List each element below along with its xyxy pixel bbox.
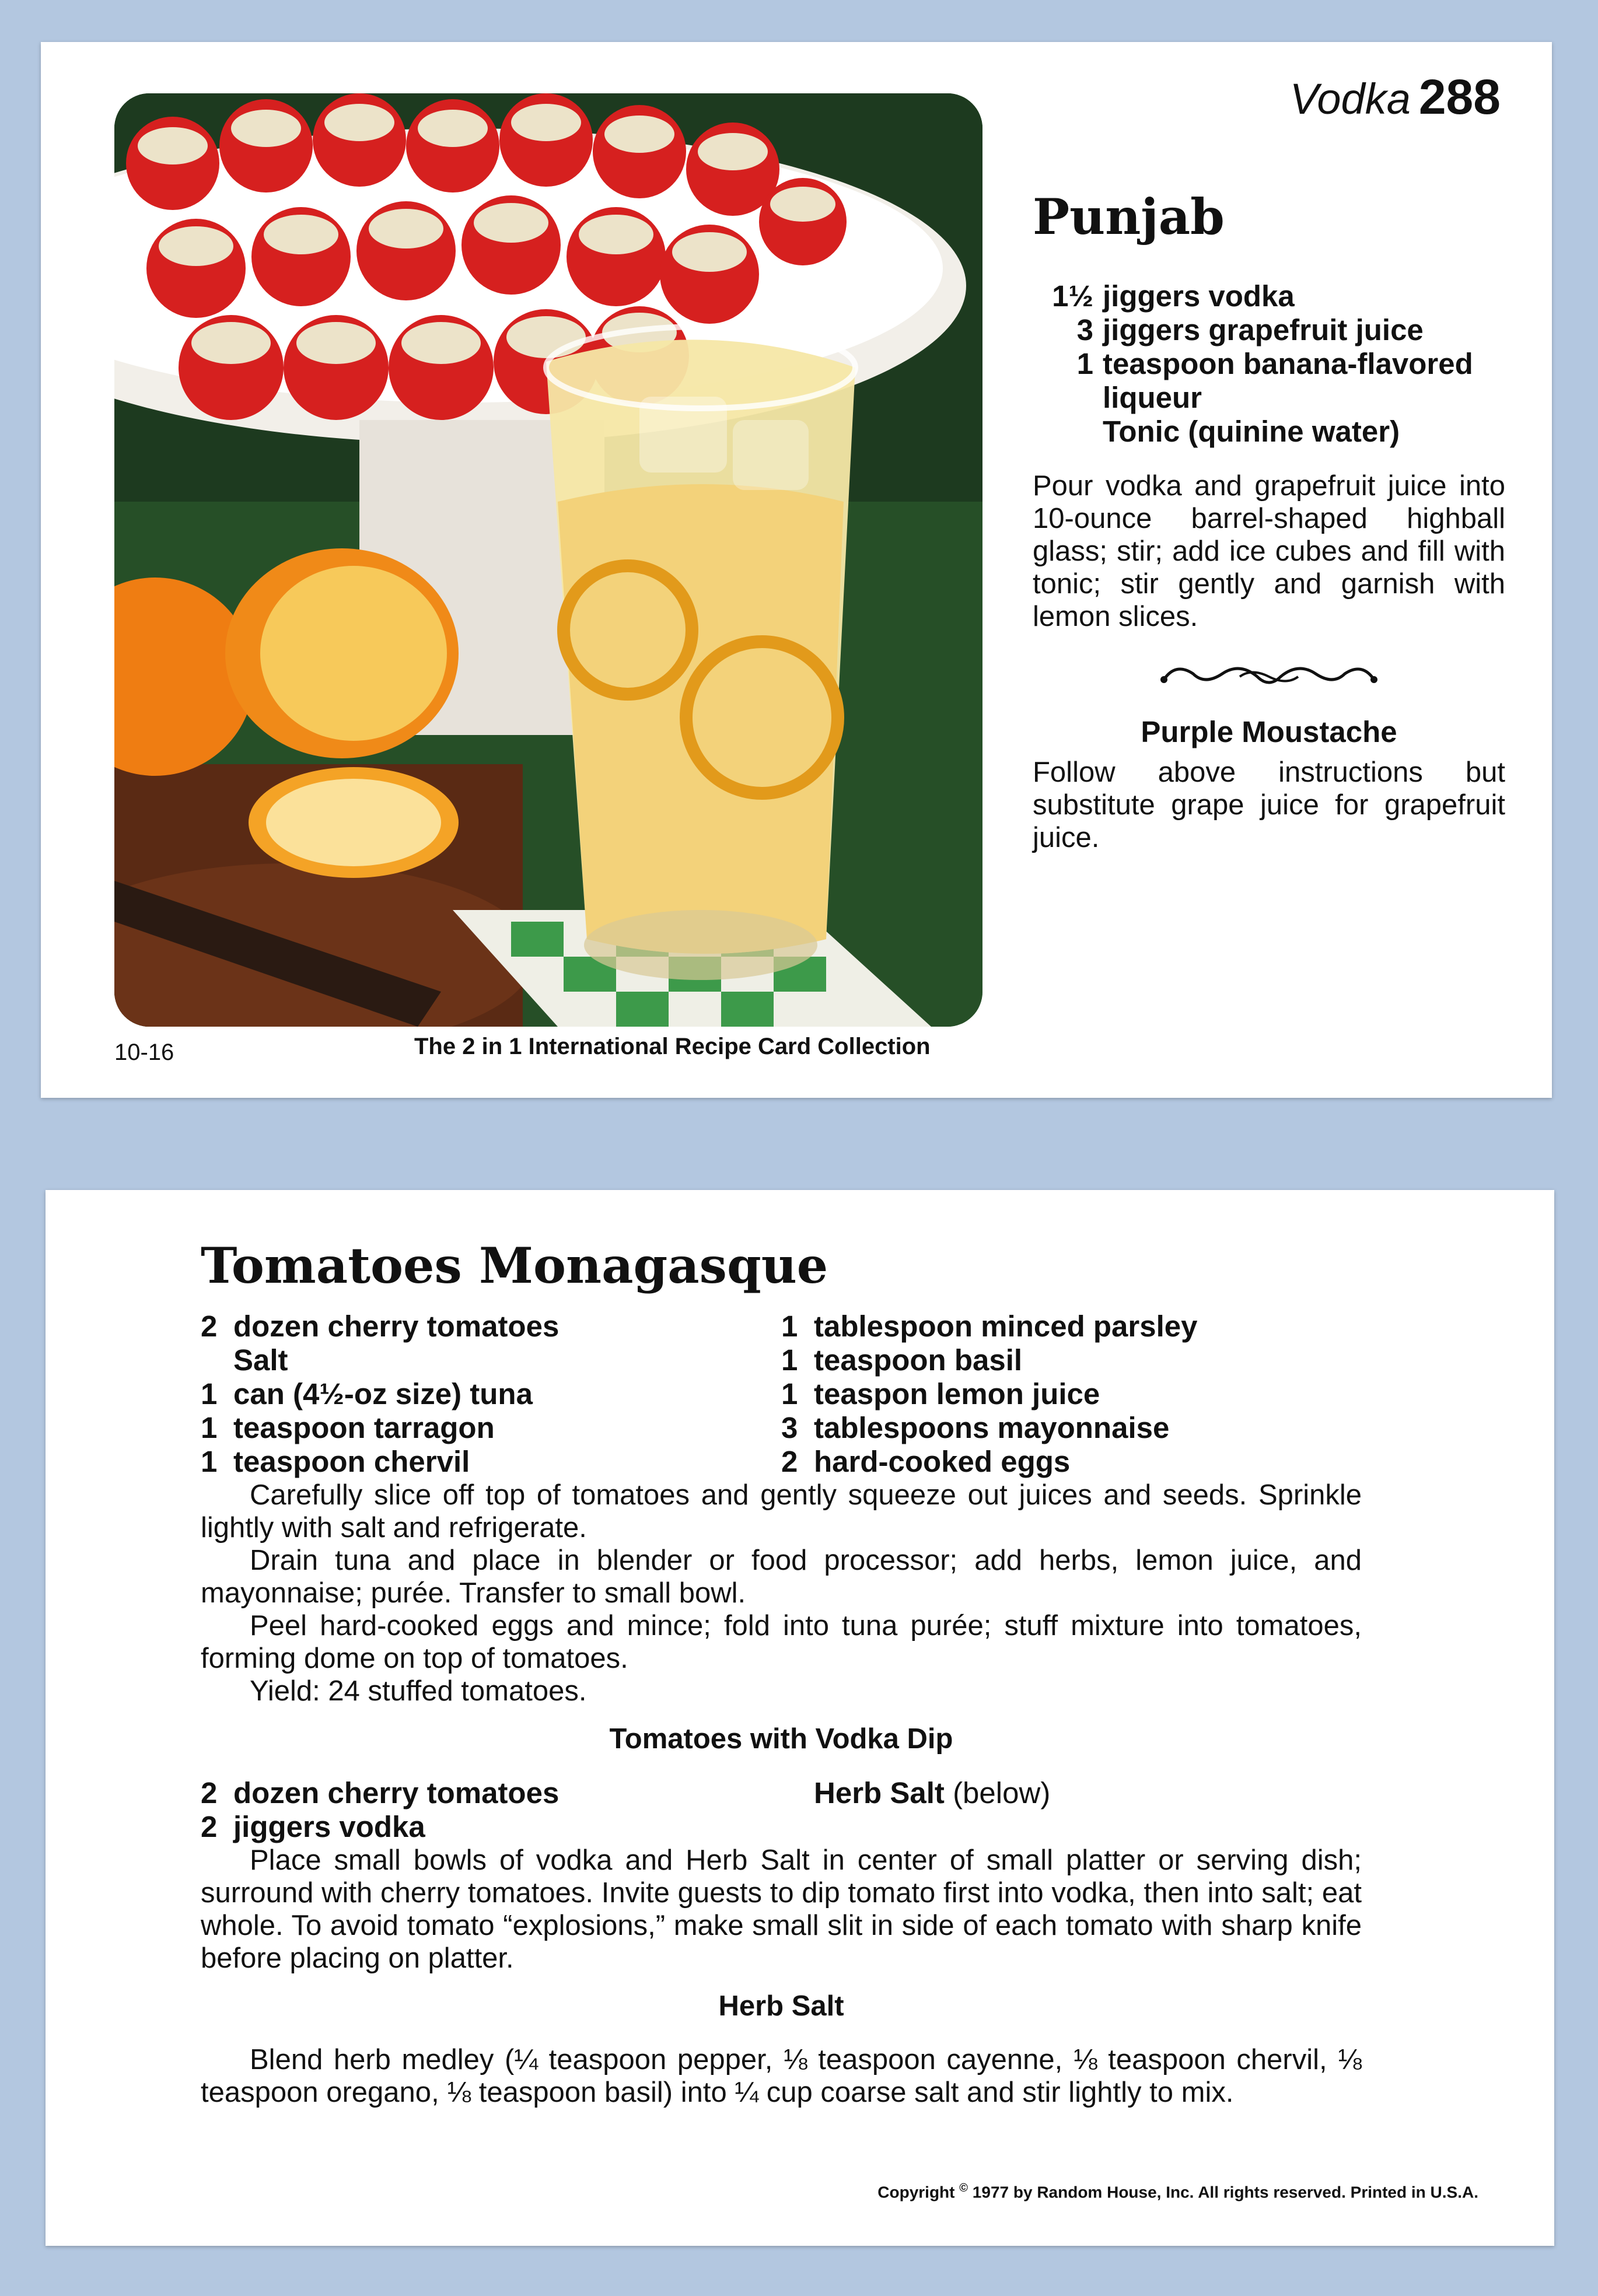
ingredient-text: dozen cherry tomatoes <box>233 1310 560 1343</box>
ingredient-item <box>781 1343 1362 1377</box>
ingredient-amount: 3 <box>781 1411 798 1444</box>
ingredient-amount: 1 <box>781 1343 798 1377</box>
ingredient-amount: 2 <box>201 1810 218 1843</box>
ingredient-text: hard-cooked eggs <box>814 1445 1071 1478</box>
back-recipe-text <box>201 1237 1362 2109</box>
variation-text: Follow above instructions but substitute grape juice for grapefruit juice. <box>1033 757 1505 853</box>
ingredient-item <box>781 1776 1362 1810</box>
ingredient-amount: 2 <box>201 1776 218 1810</box>
ingredient-text: jiggers vodka <box>233 1810 425 1843</box>
ingredient-item <box>781 1411 1362 1445</box>
decorative-flourish-icon <box>1152 656 1386 697</box>
ingredient-item <box>201 1411 781 1445</box>
recipe-photo <box>114 93 982 1027</box>
ingredient-item <box>201 1445 781 1479</box>
ingredient-text: teaspon lemon juice <box>814 1377 1100 1410</box>
recipe-title: Punjab <box>1033 188 1225 246</box>
ingredient-text: dozen cherry tomatoes <box>233 1776 560 1810</box>
recipe-instructions: Pour vodka and grapefruit juice into 10-ounce barrel-shaped highball glass; stir; add ice cubes and fill with tonic; stir gently and garnish with lemon slices. <box>1033 470 1505 632</box>
recipe-card-front <box>41 42 1552 1098</box>
ingredient-list <box>1033 279 1505 449</box>
recipe-yield: Yield: 24 stuffed tomatoes. <box>250 1675 587 1707</box>
ingredient-amount: 1 <box>201 1411 218 1444</box>
ingredient-list <box>201 1310 781 1479</box>
ingredient-item <box>781 1377 1362 1411</box>
recipe-step: Peel hard-cooked eggs and mince; fold into tuna purée; stuff mixture into tomatoes, forming dome on top of tomatoes. <box>201 1610 1362 1674</box>
card-number: 288 <box>1418 69 1501 124</box>
ingredient-text: can (4½-oz size) tuna <box>233 1377 533 1410</box>
ingredient-list <box>201 1776 781 1844</box>
front-recipe-text <box>1033 188 1505 854</box>
dip-ingredient-columns <box>201 1776 1362 1844</box>
ingredient-text: jiggers vodka <box>1103 279 1295 313</box>
ingredient-amount: 2 <box>201 1310 218 1343</box>
ingredient-column-left <box>201 1310 781 1479</box>
ingredient-item <box>201 1310 781 1343</box>
ingredient-item <box>201 1343 781 1377</box>
recipe-step: Carefully slice off top of tomatoes and gently squeeze out juices and seeds. Sprinkle lightly with salt and refrigerate. <box>201 1479 1362 1544</box>
ingredient-item <box>1033 313 1505 347</box>
recipe-title: Tomatoes Monagasque <box>201 1237 828 1294</box>
herb-salt-note: (below) <box>953 1776 1051 1810</box>
ingredient-item <box>1033 347 1505 415</box>
ingredient-text: tablespoon minced parsley <box>814 1310 1198 1343</box>
ingredient-amount: 1 <box>201 1377 218 1410</box>
ingredient-column-right <box>781 1310 1362 1479</box>
recipe-steps <box>201 1479 1362 1707</box>
ingredient-amount <box>201 1343 233 1377</box>
ingredient-amount <box>1033 415 1103 449</box>
ingredient-amount: 2 <box>781 1445 798 1478</box>
copyright-notice <box>877 2182 1478 2202</box>
ingredient-list <box>781 1310 1362 1479</box>
recipe-card-back <box>46 1190 1554 2246</box>
ingredient-amount <box>781 1776 814 1810</box>
ingredient-item <box>201 1776 781 1810</box>
card-code: 10-16 <box>114 1040 174 1065</box>
drink-and-tomatoes-illustration <box>114 93 982 1027</box>
variation-title: Purple Moustache <box>1141 715 1397 748</box>
ingredient-text: jiggers grapefruit juice <box>1103 313 1424 346</box>
ingredient-text: tablespoons mayonnaise <box>814 1411 1170 1444</box>
ingredient-item <box>781 1445 1362 1479</box>
ingredient-amount: 1 <box>781 1377 798 1410</box>
herb-salt-title: Herb Salt <box>718 1990 844 2022</box>
ingredient-text: teaspoon basil <box>814 1343 1023 1377</box>
herb-salt-label: Herb Salt <box>814 1776 945 1810</box>
recipe-step: Drain tuna and place in blender or food processor; add herbs, lemon juice, and mayonnaise; purée. Transfer to small bowl. <box>201 1545 1362 1609</box>
collection-name: The 2 in 1 International Recipe Card Collection <box>414 1034 931 1059</box>
ingredient-text: Salt <box>233 1343 288 1377</box>
ingredient-amount: 1 <box>201 1445 218 1478</box>
ingredient-text: Tonic (quinine water) <box>1103 415 1400 448</box>
dip-ingredient-column-right <box>781 1776 1362 1844</box>
ingredient-item <box>201 1377 781 1411</box>
ingredient-item <box>1033 279 1505 313</box>
ingredient-columns <box>201 1310 1362 1479</box>
herb-salt-instructions: Blend herb medley (¼ teaspoon pepper, ⅛ teaspoon cayenne, ⅛ teaspoon chervil, ⅛ teaspoon oregano, ⅛ teaspoon basil) into ¼ cup coarse salt and stir lightly to mix. <box>201 2044 1362 2108</box>
ingredient-amount: 3 <box>1076 313 1093 346</box>
ingredient-amount: 1 <box>781 1310 798 1343</box>
ingredient-list <box>781 1776 1362 1810</box>
ingredient-item <box>781 1310 1362 1343</box>
copyright-symbol: © <box>959 2182 968 2194</box>
ingredient-amount: 1½ <box>1052 279 1093 313</box>
dip-instructions: Place small bowls of vodka and Herb Salt in center of small platter or serving dish; surround with cherry tomatoes. Invite guests to dip tomato first into vodka, then into salt; eat whole. To avoid tomato “explosions,” make small slit in side of each tomato with sharp knife before placing on platter. <box>201 1845 1362 1974</box>
category-header <box>1290 69 1501 125</box>
copyright-prefix: Copyright <box>877 2183 955 2202</box>
category-name: Vodka <box>1289 75 1411 123</box>
copyright-text: 1977 by Random House, Inc. All rights reserved. Printed in U.S.A. <box>972 2183 1478 2202</box>
ingredient-item <box>201 1810 781 1844</box>
ingredient-text: teaspoon banana-flavored liqueur <box>1103 347 1473 414</box>
ingredient-amount: 1 <box>1076 347 1093 380</box>
ingredient-text <box>814 1776 1362 1810</box>
dip-title: Tomatoes with Vodka Dip <box>609 1723 953 1755</box>
dip-ingredient-column-left <box>201 1776 781 1844</box>
ingredient-item <box>1033 415 1505 449</box>
ingredient-text: teaspoon tarragon <box>233 1411 495 1444</box>
ingredient-text: teaspoon chervil <box>233 1445 470 1478</box>
